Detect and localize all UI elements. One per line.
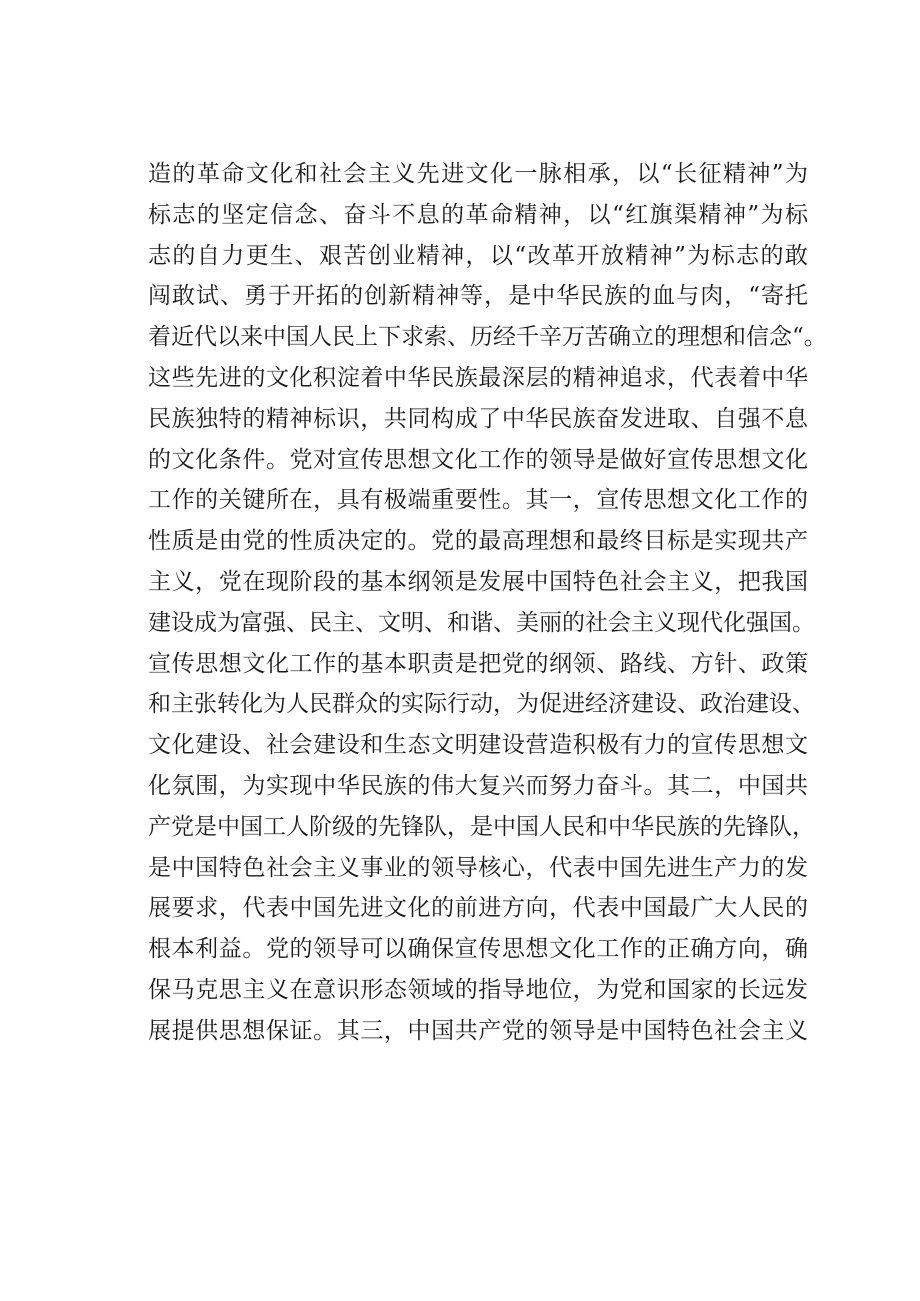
text-line: 这些先进的文化积淀着中华民族最深层的精神追求，代表着中华 — [148, 364, 808, 391]
text-line: 主义，党在现阶段的基本纲领是发展中国特色社会主义，把我国 — [148, 568, 808, 595]
text-line: 根本利益。党的领导可以确保宣传思想文化工作的正确方向，确 — [148, 936, 808, 963]
text-line: 着近代以来中国人民上下求索、历经千辛万苦确立的理想和信念“。 — [148, 324, 827, 351]
text-line: 和主张转化为人民群众的实际行动，为促进经济建设、政治建设、 — [148, 691, 815, 718]
text-line: 产党是中国工人阶级的先锋队，是中国人民和中华民族的先锋队， — [148, 813, 815, 840]
text-line: 性质是由党的性质决定的。党的最高理想和最终目标是实现共产 — [148, 528, 808, 555]
text-line: 建设成为富强、民主、文明、和谐、美丽的社会主义现代化强国。 — [148, 609, 815, 636]
text-line: 宣传思想文化工作的基本职责是把党的纲领、路线、方针、政策 — [148, 650, 808, 677]
text-line: 保马克思主义在意识形态领域的指导地位，为党和国家的长远发 — [148, 976, 808, 1003]
text-line: 的文化条件。党对宣传思想文化工作的领导是做好宣传思想文化 — [148, 446, 808, 473]
text-line: 工作的关键所在，具有极端重要性。其一，宣传思想文化工作的 — [148, 487, 808, 514]
text-line: 民族独特的精神标识，共同构成了中华民族奋发进取、自强不息 — [148, 405, 808, 432]
text-line: 造的革命文化和社会主义先进文化一脉相承，以“长征精神”为 — [148, 161, 808, 187]
text-line: 是中国特色社会主义事业的领导核心，代表中国先进生产力的发 — [148, 854, 808, 881]
body-text — [148, 154, 827, 1052]
text-line: 展提供思想保证。其三，中国共产党的领导是中国特色社会主义 — [148, 1017, 808, 1044]
text-line: 标志的坚定信念、奋斗不息的革命精神，以“红旗渠精神”为标 — [148, 201, 808, 228]
text-line: 化氛围，为实现中华民族的伟大复兴而努力奋斗。其二，中国共 — [148, 772, 808, 799]
text-line: 闯敢试、勇于开拓的创新精神等，是中华民族的血与肉，“寄托 — [148, 283, 808, 310]
text-line: 志的自力更生、艰苦创业精神，以“改革开放精神”为标志的敢 — [148, 242, 808, 269]
text-line: 文化建设、社会建设和生态文明建设营造积极有力的宣传思想文 — [148, 732, 808, 759]
text-line: 展要求，代表中国先进文化的前进方向，代表中国最广大人民的 — [148, 895, 808, 922]
